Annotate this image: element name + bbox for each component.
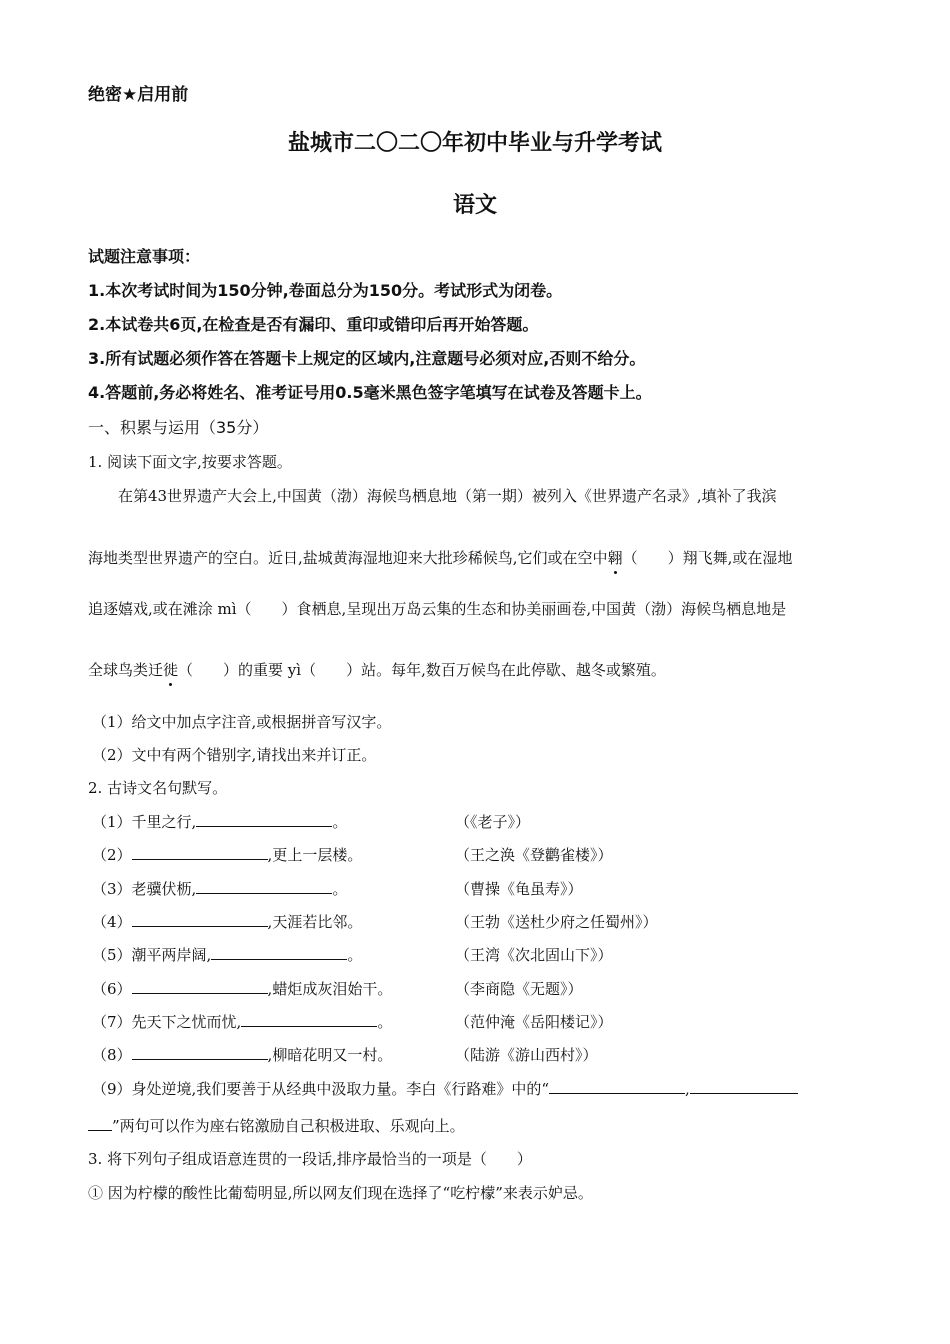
- answer-blank[interactable]: [132, 1045, 268, 1060]
- answer-blank[interactable]: [88, 1116, 112, 1131]
- answer-blank[interactable]: [690, 1079, 798, 1094]
- poem-source: （《老子》）: [455, 813, 531, 831]
- poem-line: [92, 978, 392, 999]
- q2-item9-text: ”两句可以作为座右铭激励自己积极进取、乐观向上。: [112, 1117, 465, 1135]
- poem-number: （3）: [92, 880, 132, 898]
- q1-text: 全球鸟类迁: [88, 661, 164, 679]
- answer-blank[interactable]: [241, 1012, 377, 1027]
- poem-number: （6）: [92, 980, 132, 998]
- answer-blank[interactable]: [211, 945, 347, 960]
- poem-line: [92, 1044, 392, 1065]
- q2-item9: [92, 1078, 798, 1099]
- poem-line: [92, 944, 362, 965]
- poem-number: （2）: [92, 846, 132, 864]
- dotted-char: 翱: [607, 549, 623, 567]
- poem-text: 先天下之忧而忧,: [131, 1013, 242, 1031]
- q2-item9-text: ,: [684, 1080, 690, 1098]
- q1-passage-line: 追逐嬉戏,或在滩涂 mì（ ）食栖息,呈现出万岛云集的生态和协美丽画卷,中国黄（渤）海候鸟栖息地是: [88, 600, 787, 618]
- answer-blank[interactable]: [549, 1079, 685, 1094]
- poem-source: （李商隐《无题》）: [455, 980, 583, 998]
- q2-item9-cont: [88, 1115, 465, 1136]
- q1-passage-line: [88, 547, 792, 568]
- poem-text: ,柳暗花明又一村。: [267, 1046, 393, 1064]
- poem-text: 潮平两岸阔,: [131, 946, 212, 964]
- poem-line: [92, 844, 362, 865]
- poem-text: 。: [347, 946, 363, 964]
- poem-source: （王之涣《登鹳雀楼》）: [455, 846, 613, 864]
- q1-text: （ ）翔飞舞,或在湿地: [622, 549, 793, 567]
- answer-blank[interactable]: [196, 812, 332, 827]
- exam-title: 盐城市二〇二〇年初中毕业与升学考试: [287, 131, 662, 156]
- dotted-char: 徙: [163, 661, 179, 679]
- poem-number: （5）: [92, 946, 132, 964]
- q1-sub: （2）文中有两个错别字,请找出来并订正。: [92, 746, 377, 764]
- poem-number: （1）: [92, 813, 132, 831]
- poem-text: ,更上一层楼。: [267, 846, 363, 864]
- q3-option: ① 因为柠檬的酸性比葡萄明显,所以网友们现在选择了“吃柠檬”来表示妒忌。: [88, 1184, 593, 1202]
- poem-number: （7）: [92, 1013, 132, 1031]
- poem-number: （4）: [92, 913, 132, 931]
- poem-text: ,蜡炬成灰泪始干。: [267, 980, 393, 998]
- poem-source: （范仲淹《岳阳楼记》）: [455, 1013, 613, 1031]
- poem-line: [92, 911, 362, 932]
- q2-stem: 2. 古诗文名句默写。: [88, 779, 228, 797]
- q2-item9-text: （9）身处逆境,我们要善于从经典中汲取力量。李白《行路难》中的“: [92, 1080, 549, 1098]
- q1-sub: （1）给文中加点字注音,或根据拼音写汉字。: [92, 713, 392, 731]
- note-item: 3.所有试题必须作答在答题卡上规定的区域内,注意题号必须对应,否则不给分。: [88, 349, 646, 368]
- poem-text: 。: [332, 813, 348, 831]
- answer-blank[interactable]: [132, 845, 268, 860]
- answer-blank[interactable]: [132, 979, 268, 994]
- poem-source: （陆游《游山西村》）: [455, 1046, 598, 1064]
- poem-line: [92, 1011, 392, 1032]
- poem-source: （王湾《次北固山下》）: [455, 946, 613, 964]
- answer-blank[interactable]: [132, 912, 268, 927]
- poem-text: 千里之行,: [131, 813, 197, 831]
- q1-passage-line: 在第43世界遗产大会上,中国黄（渤）海候鸟栖息地（第一期）被列入《世界遗产名录》,填补了我滨: [118, 487, 777, 505]
- note-item: 2.本试卷共6页,在检查是否有漏印、重印或错印后再开始答题。: [88, 315, 539, 334]
- q1-stem: 1. 阅读下面文字,按要求答题。: [88, 453, 292, 471]
- poem-text: ,天涯若比邻。: [267, 913, 363, 931]
- notes-heading: 试题注意事项：: [88, 247, 201, 266]
- q3-stem: 3. 将下列句子组成语意连贯的一段话,排序最恰当的一项是（ ）: [88, 1150, 532, 1168]
- poem-text: 。: [377, 1013, 393, 1031]
- poem-text: 。: [332, 880, 348, 898]
- note-item: 4.答题前,务必将姓名、准考证号用0.5毫米黑色签字笔填写在试卷及答题卡上。: [88, 383, 652, 402]
- q1-text: 海地类型世界遗产的空白。近日,盐城黄海湿地迎来大批珍稀候鸟,它们或在空中: [88, 549, 608, 567]
- poem-source: （曹操《龟虽寿》）: [455, 880, 583, 898]
- poem-line: [92, 811, 347, 832]
- poem-source: （王勃《送杜少府之任蜀州》）: [455, 913, 658, 931]
- section-heading: 一、积累与运用（35分）: [88, 418, 269, 437]
- poem-number: （8）: [92, 1046, 132, 1064]
- note-item: 1.本次考试时间为150分钟,卷面总分为150分。考试形式为闭卷。: [88, 281, 563, 300]
- poem-text: 老骥伏枥,: [131, 880, 197, 898]
- q1-text: （ ）的重要 yì（ ）站。每年,数百万候鸟在此停歇、越冬或繁殖。: [178, 661, 666, 679]
- subject-title: 语文: [452, 193, 497, 218]
- poem-line: [92, 878, 347, 899]
- q1-passage-line: [88, 659, 666, 680]
- answer-blank[interactable]: [196, 879, 332, 894]
- confidential-mark: 绝密★启用前: [88, 85, 189, 105]
